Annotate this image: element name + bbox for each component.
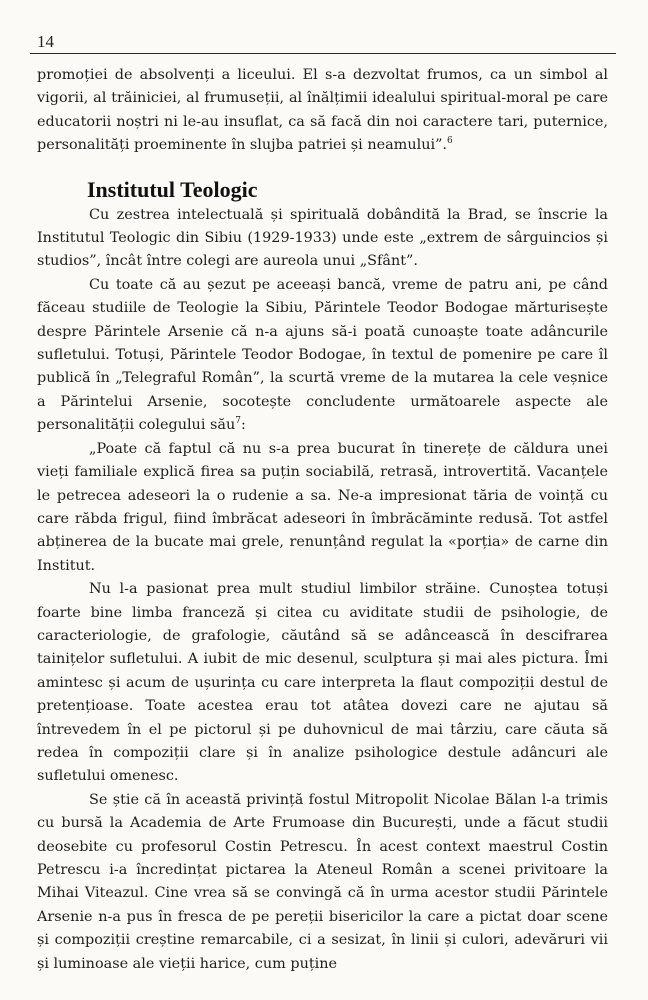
paragraph-bodogae-colon: : (240, 417, 246, 434)
section-heading: Institutul Teologic (87, 176, 258, 202)
paragraph-bodogae (37, 274, 608, 438)
header-rule (30, 53, 616, 54)
paragraph-bodogae-text: Cu toate că au șezut pe aceeași bancă, vreme de patru ani, pe când făceau studiile de Teologie la Sibiu, Părintele Teodor Bodogae mărturisește despre Părintele Arsenie că n-a ajuns să-i poată cunoaște toate adâncurile sufletului. Totuși, Părintele Teodor Bodogae, în textul de pomenire pe care îl publică în „Telegraful Român”, la scurtă vreme de la mutarea la cele veșnice a Părintelui Arsenie, socotește concludente următoarele aspecte ale personalității colegului său (37, 276, 608, 434)
paragraph-academy: Se știe că în această privință fostul Mitropolit Nicolae Bălan l-a trimis cu bursă la Academia de Arte Frumoase din București, unde a făcut studii deosebite cu profesorul Costin Petrescu. În acest context maestrul Costin Petrescu i-a încredințat pictarea la Ateneul Român a scenei privitoare la Mihai Viteazul. Cine vrea să se convingă că în urma acestor studii Părintele Arsenie n-a pus în fresca de pe pereții bisericilor la care a pictat doar scene și compoziții creștine remarcabile, ci a sesizat, în linii și culori, adevăruri vii și luminoase ale vieții harice, cum puține (37, 791, 608, 972)
footnote-ref-6: 6 (447, 136, 453, 147)
intro-paragraph-text: promoției de absolvenți a liceului. El s-a dezvoltat frumos, ca un simbol al vigorii, al trăiniciei, al frumuseții, al înălțimii idealului spiritual-moral pe care educatorii noștri ni le-au insuflat, ca să facă din noi caractere tari, puternice, personalități proeminente în slujba patriei și neamului”. (37, 67, 608, 154)
footnote-ref-7: 7 (235, 416, 241, 427)
page-number: 14 (37, 32, 54, 51)
paragraph-enrollment: Cu zestrea intelectuală și spirituală dobândită la Brad, se înscrie la Institutul Teologic din Sibiu (1929-1933) unde este „extrem de sârguincios și studios”, încât între colegi are aureola unui „Sfânt”. (37, 206, 608, 270)
paragraph-languages: Nu l-a pasionat prea mult studiul limbilor străine. Cunoștea totuși foarte bine limba franceză și citea cu aviditate studii de psihologie, de caracteriologie, de grafologie, căutând să se adâncească în descifrarea tainițelor sufletului. A iubit de mic desenul, sculptura și mai ales pictura. Îmi amintesc și acum de ușurința cu care interpreta la flaut compoziții destul de pretențioase. Toate acestea erau tot atâtea dovezi care ne ajutau să întrevedem în el pe pictorul și pe duhovnicul de mai târziu, care căuta să redea în compoziții clare și în analize psihologice destule adâncuri ale sufletului omenesc. (37, 581, 608, 785)
paragraph-quote: „Poate că faptul că nu s-a prea bucurat în tinerețe de căldura unei vieți familiale explică firea sa puțin sociabilă, retrasă, introvertită. Vacanțele le petrecea adeseori la o rudenie a sa. Ne-a impresionat tăria de voință cu care răbda frigul, fiind îmbrăcat adeseori în îmbrăcăminte redusă. Tot astfel abținerea de la bucate mai grele, renunțând regulat la «porția» de carne din Institut. (37, 440, 608, 574)
page-body (37, 64, 608, 976)
intro-paragraph (37, 64, 608, 158)
